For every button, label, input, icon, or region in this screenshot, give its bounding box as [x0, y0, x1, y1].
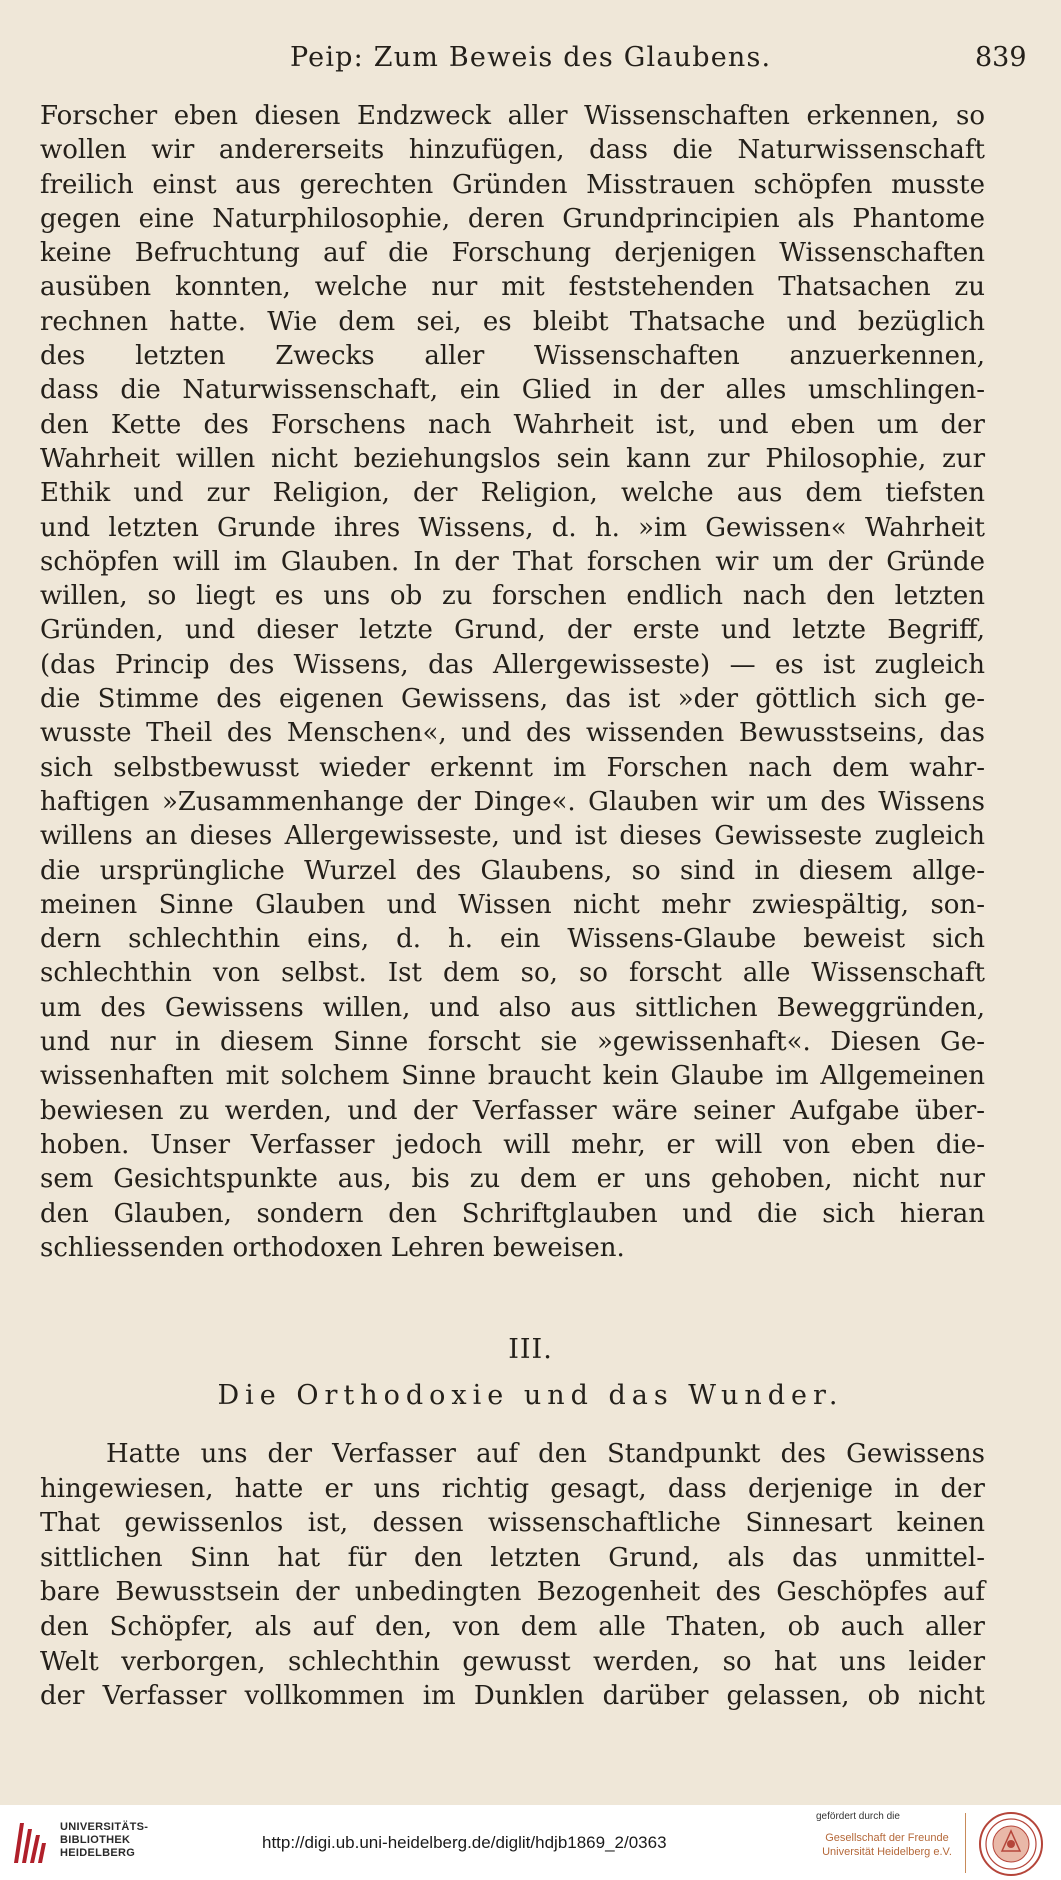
- paragraph-2: [40, 1437, 985, 1714]
- text-line: rechnen hatte. Wie dem sei, es bleibt Thatsache und bezüglich: [40, 306, 985, 337]
- text-line: Hatte uns der Verfasser auf den Standpunkt des Gewissens: [106, 1439, 985, 1469]
- text-line: und nur in diesem Sinne forscht sie »gewissenhaft«. Diesen Ge-: [40, 1027, 985, 1058]
- university-seal-icon: [978, 1811, 1044, 1877]
- library-name-line: UNIVERSITÄTS-: [60, 1821, 149, 1833]
- text-line: dass die Naturwissenschaft, ein Glied in der alles umschlingen-: [40, 375, 985, 406]
- text-line: schliessenden orthodoxen Lehren beweisen.: [40, 1232, 625, 1263]
- text-line: den Glauben, sondern den Schriftglauben und die sich hieran: [40, 1198, 985, 1229]
- text-line: ausüben konnten, welche nur mit feststehenden Thatsachen zu: [40, 272, 985, 303]
- text-line: meinen Sinne Glauben und Wissen nicht mehr zwiespältig, son-: [40, 889, 985, 920]
- text-line: hingewiesen, hatte er uns richtig gesagt, dass derjenige in der: [40, 1473, 985, 1504]
- text-line: sich selbstbewusst wieder erkennt im Forschen nach dem wahr-: [40, 752, 985, 783]
- library-name-line: HEIDELBERG: [60, 1847, 136, 1859]
- text-line: schöpfen will im Glauben. In der That forschen wir um der Gründe: [40, 546, 985, 577]
- funded-by-label: gefördert durch die: [816, 1811, 900, 1822]
- text-line: freilich einst aus gerechten Gründen Misstrauen schöpfen musste: [40, 169, 985, 200]
- text-line: bare Bewusstsein der unbedingten Bezogenheit des Geschöpfes auf: [40, 1577, 985, 1608]
- running-title: Peip: Zum Beweis des Glaubens.: [290, 42, 772, 73]
- sponsor-name-line: Universität Heidelberg e.V.: [822, 1846, 952, 1858]
- text-line: Gründen, und dieser letzte Grund, der erste und letzte Begriff,: [40, 615, 985, 646]
- sponsor-name: [812, 1831, 962, 1859]
- text-line: willens an dieses Allergewisseste, und ist dieses Gewisseste zugleich: [40, 821, 985, 852]
- text-line: wollen wir andererseits hinzufügen, dass die Naturwissenschaft: [40, 135, 985, 166]
- text-line: um des Gewissens willen, und also aus sittlichen Beweggründen,: [40, 992, 985, 1023]
- text-line: Forscher eben diesen Endzweck aller Wissenschaften erkennen, so: [40, 101, 985, 131]
- text-line: dern schlechthin eins, d. h. ein Wissens-Glaube beweist sich: [40, 924, 985, 955]
- university-library-logo-icon: [10, 1819, 54, 1867]
- text-line: den Schöpfer, als auf den, von dem alle Thaten, ob auch aller: [40, 1611, 985, 1642]
- footer-divider: [965, 1813, 966, 1873]
- text-line: des letzten Zwecks aller Wissenschaften anzuerkennen,: [40, 341, 985, 372]
- text-line: wusste Theil des Menschen«, und des wissenden Bewusstseins, das: [40, 718, 985, 749]
- text-line: willen, so liegt es uns ob zu forschen endlich nach den letzten: [40, 581, 985, 612]
- running-head: [0, 42, 1061, 82]
- paragraph-1: [40, 99, 985, 1265]
- text-line: hoben. Unser Verfasser jedoch will mehr, er will von eben die-: [40, 1129, 985, 1160]
- text-line: die ursprüngliche Wurzel des Glaubens, so sind in diesem allge-: [40, 855, 985, 886]
- library-name-line: BIBLIOTHEK: [60, 1834, 131, 1846]
- text-line: wissenhaften mit solchem Sinne braucht kein Glaube im Allgemeinen: [40, 1061, 985, 1092]
- section-number: III.: [508, 1334, 553, 1365]
- text-line: Wahrheit willen nicht beziehungslos sein kann zur Philosophie, zur: [40, 443, 985, 474]
- page-number: 839: [975, 42, 1027, 73]
- text-line: bewiesen zu werden, und der Verfasser wäre seiner Aufgabe über-: [40, 1095, 985, 1126]
- text-line: Ethik und zur Religion, der Religion, welche aus dem tiefsten: [40, 478, 985, 509]
- text-line: den Kette des Forschens nach Wahrheit ist, und eben um der: [40, 409, 985, 440]
- text-line: haftigen »Zusammenhange der Dinge«. Glauben wir um des Wissens: [40, 786, 985, 817]
- text-line: keine Befruchtung auf die Forschung derjenigen Wissenschaften: [40, 238, 985, 269]
- text-line: gegen eine Naturphilosophie, deren Grundprincipien als Phantome: [40, 203, 985, 234]
- permalink-url[interactable]: http://digi.ub.uni-heidelberg.de/diglit/hdjb1869_2/0363: [262, 1833, 667, 1852]
- text-line: sem Gesichtspunkte aus, bis zu dem er uns gehoben, nicht nur: [40, 1164, 985, 1195]
- section-title: Die Orthodoxie und das Wunder.: [217, 1380, 844, 1411]
- text-line: Welt verborgen, schlechthin gewusst werden, so hat uns leider: [40, 1646, 985, 1677]
- text-line: schlechthin von selbst. Ist dem so, so forscht alle Wissenschaft: [40, 958, 985, 989]
- text-line: die Stimme des eigenen Gewissens, das ist »der göttlich sich ge-: [40, 684, 985, 715]
- text-line: sittlichen Sinn hat für den letzten Grund, als das unmittel-: [40, 1542, 985, 1573]
- library-name: [60, 1821, 148, 1860]
- sponsor-name-line: Gesellschaft der Freunde: [825, 1832, 949, 1844]
- text-line: und letzten Grunde ihres Wissens, d. h. »im Gewissen« Wahrheit: [40, 512, 985, 543]
- text-line: (das Princip des Wissens, das Allergewisseste) — es ist zugleich: [40, 649, 985, 680]
- footer-bar: [0, 1805, 1061, 1880]
- text-line: That gewissenlos ist, dessen wissenschaftliche Sinnesart keinen: [40, 1508, 985, 1539]
- text-line: der Verfasser vollkommen im Dunklen darüber gelassen, ob nicht: [40, 1681, 985, 1712]
